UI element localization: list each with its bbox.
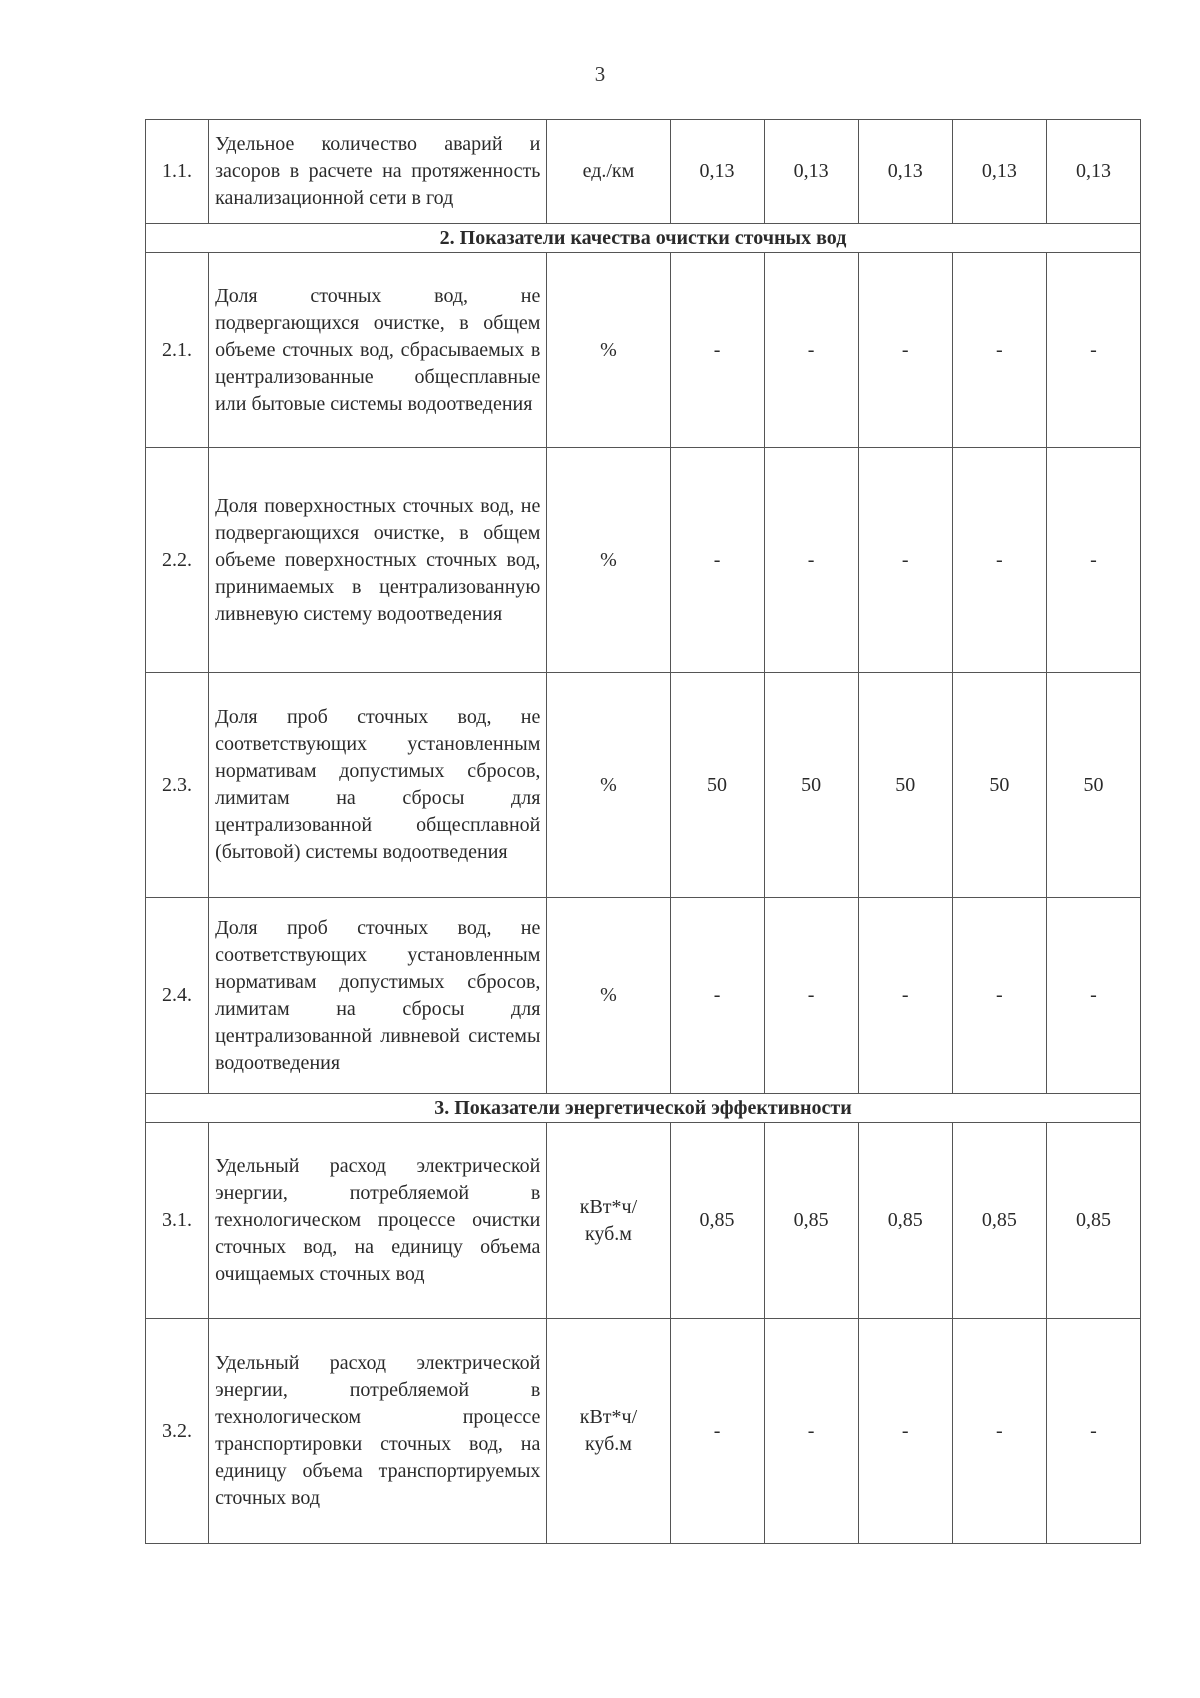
unit-line: кВт*ч/ [579, 1406, 638, 1428]
indicator-name: Удельный расход электрической энергии, потребляемой в технологическом процессе транспортировки сточных вод, на единицу объема транспортируемых сточных вод [209, 1319, 547, 1544]
value-cell: 50 [952, 673, 1046, 898]
indicator-name: Доля поверхностных сточных вод, не подвергающихся очистке, в общем объеме поверхностных сточных вод, принимаемых в централизованную ливневую систему водоотведения [209, 448, 547, 673]
row-number: 3.2. [146, 1319, 209, 1544]
value-cell: 50 [670, 673, 764, 898]
table-row [146, 448, 1141, 673]
unit-line: куб.м [584, 1433, 632, 1455]
indicator-name: Доля сточных вод, не подвергающихся очистке, в общем объеме сточных вод, сбрасываемых в централизованные общесплавные или бытовые системы водоотведения [209, 253, 547, 448]
unit-cell [547, 1319, 670, 1544]
unit-cell: % [547, 448, 670, 673]
value-cell: 0,13 [858, 120, 952, 224]
table-row [146, 253, 1141, 448]
value-cell: - [670, 448, 764, 673]
section-header [146, 224, 1141, 253]
value-cell: - [952, 253, 1046, 448]
value-cell: 50 [764, 673, 858, 898]
value-cell: - [952, 898, 1046, 1094]
value-cell: - [952, 1319, 1046, 1544]
row-number: 2.4. [146, 898, 209, 1094]
value-cell: - [1046, 1319, 1140, 1544]
value-cell: - [858, 448, 952, 673]
unit-line: кВт*ч/ [579, 1195, 638, 1218]
table-row [146, 1123, 1141, 1319]
value-cell: - [670, 1319, 764, 1544]
unit-cell: % [547, 253, 670, 448]
section-title: 3. Показатели энергетической эффективности [146, 1094, 1141, 1123]
value-cell: - [670, 898, 764, 1094]
value-cell: 50 [1046, 673, 1140, 898]
value-cell: 0,85 [764, 1123, 858, 1319]
unit-cell [547, 1123, 670, 1319]
value-cell: - [858, 253, 952, 448]
value-cell: 50 [858, 673, 952, 898]
value-cell: - [764, 1319, 858, 1544]
value-cell: 0,13 [764, 120, 858, 224]
unit-line: куб.м [584, 1222, 632, 1245]
section-title: 2. Показатели качества очистки сточных вод [146, 224, 1141, 253]
value-cell: 0,13 [670, 120, 764, 224]
value-cell: 0,85 [670, 1123, 764, 1319]
unit-cell: % [547, 898, 670, 1094]
value-cell: - [1046, 448, 1140, 673]
indicator-name: Доля проб сточных вод, не соответствующих установленным нормативам допустимых сбросов, лимитам на сбросы для централизованной общесплавной (бытовой) системы водоотведения [209, 673, 547, 898]
indicator-name: Удельный расход электрической энергии, потребляемой в технологическом процессе очистки сточных вод, на единицу объема очищаемых сточных вод [209, 1123, 547, 1319]
unit-cell: ед./км [547, 120, 670, 224]
row-number: 3.1. [146, 1123, 209, 1319]
unit-cell: % [547, 673, 670, 898]
page-number: 3 [594, 62, 606, 86]
value-cell: 0,85 [858, 1123, 952, 1319]
value-cell: 0,13 [952, 120, 1046, 224]
indicator-name: Удельное количество аварий и засоров в расчете на протяженность канализационной сети в год [209, 120, 547, 224]
indicators-table [145, 119, 1141, 1544]
value-cell: - [858, 1319, 952, 1544]
value-cell: - [764, 448, 858, 673]
value-cell: 0,85 [1046, 1123, 1140, 1319]
value-cell: - [764, 898, 858, 1094]
table-row [146, 898, 1141, 1094]
row-number: 2.3. [146, 673, 209, 898]
row-number: 2.2. [146, 448, 209, 673]
table-row [146, 1319, 1141, 1544]
value-cell: 0,85 [952, 1123, 1046, 1319]
value-cell: - [1046, 253, 1140, 448]
table-row [146, 673, 1141, 898]
table-row [146, 120, 1141, 224]
section-header [146, 1094, 1141, 1123]
row-number: 1.1. [146, 120, 209, 224]
value-cell: - [670, 253, 764, 448]
value-cell: - [1046, 898, 1140, 1094]
row-number: 2.1. [146, 253, 209, 448]
value-cell: - [858, 898, 952, 1094]
indicator-name: Доля проб сточных вод, не соответствующих установленным нормативам допустимых сбросов, лимитам на сбросы для централизованной ливневой системы водоотведения [209, 898, 547, 1094]
value-cell: - [952, 448, 1046, 673]
value-cell: - [764, 253, 858, 448]
value-cell: 0,13 [1046, 120, 1140, 224]
